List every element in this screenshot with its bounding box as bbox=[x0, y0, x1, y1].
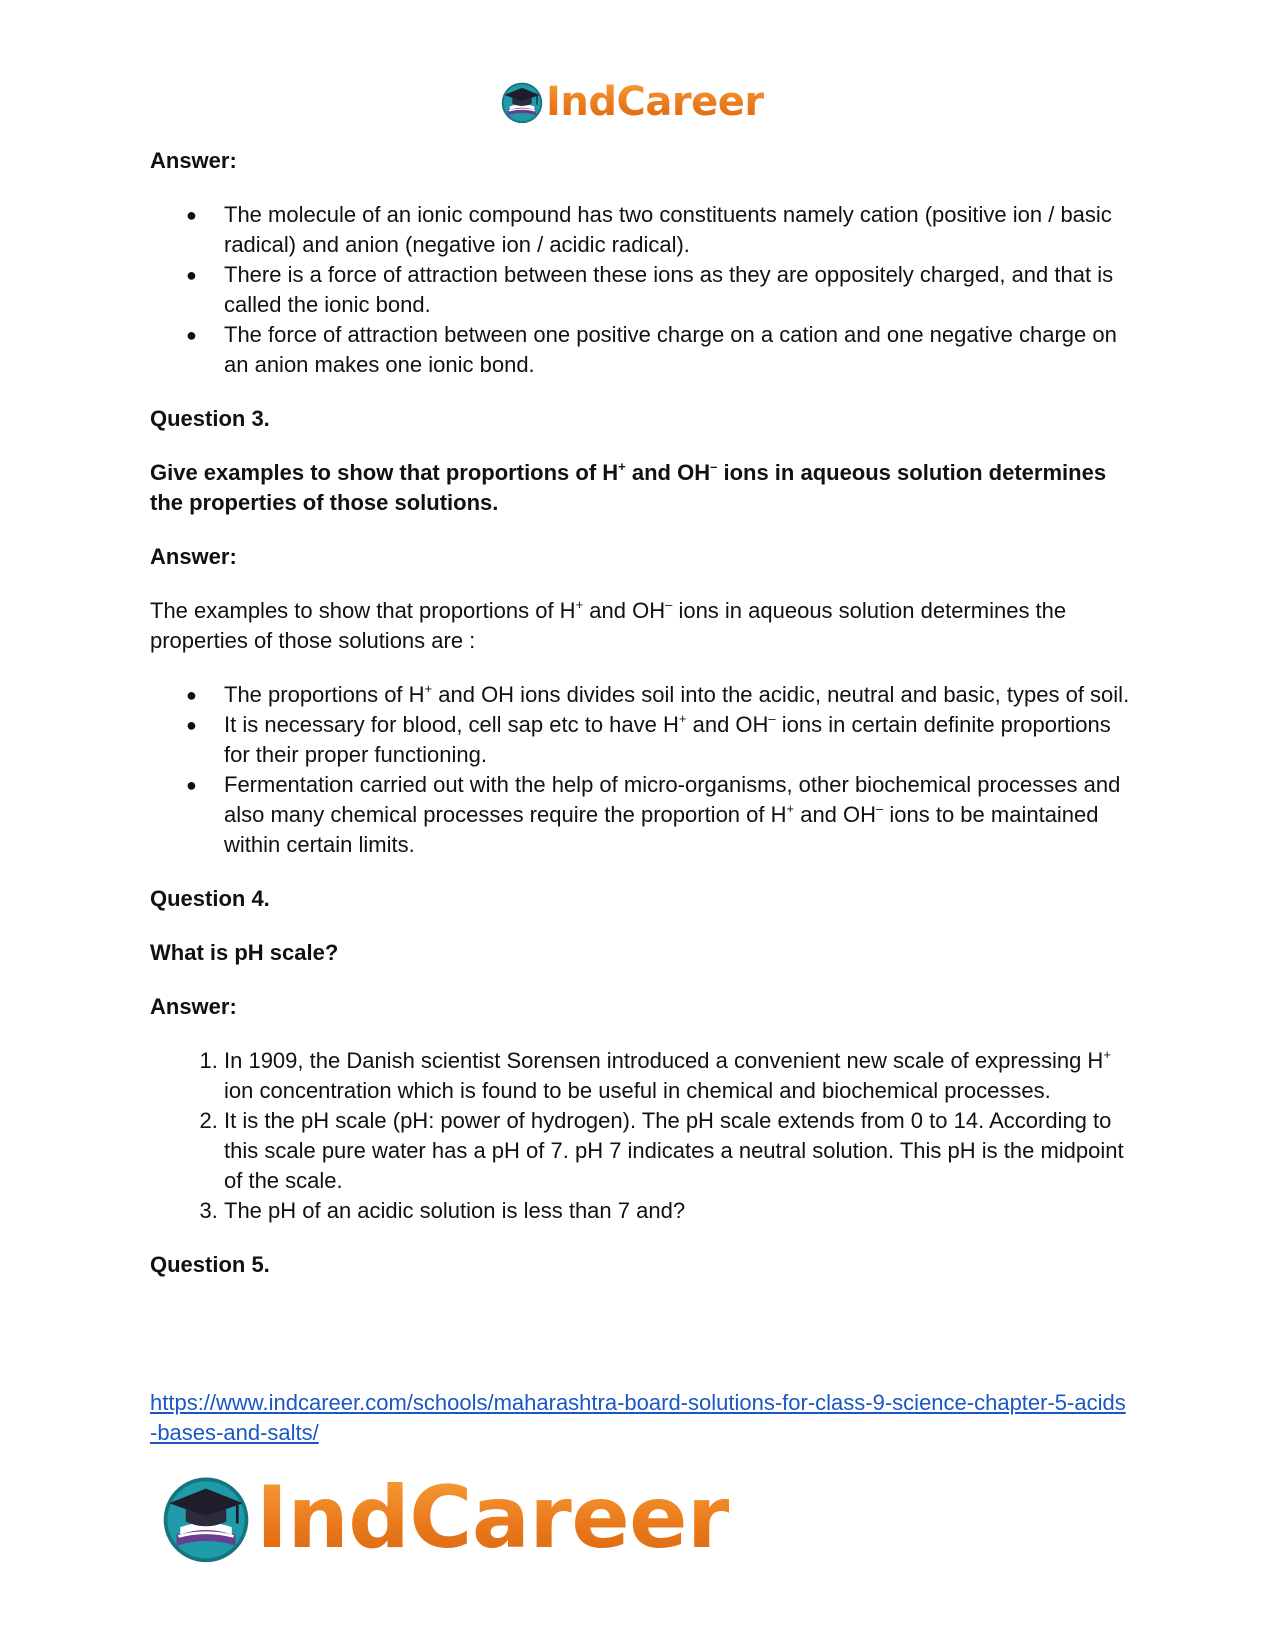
brand-name: IndCareer bbox=[256, 1468, 729, 1568]
answer-label: Answer: bbox=[150, 544, 237, 569]
answer-label: Answer: bbox=[150, 994, 237, 1019]
question-text: What is pH scale? bbox=[150, 940, 339, 965]
brand-name: IndCareer bbox=[546, 79, 764, 125]
answer-bullet-list bbox=[150, 680, 1130, 860]
question-label: Question 4. bbox=[150, 886, 270, 911]
list-item: ● It is necessary for blood, cell sap etc to have H+ and OH– ions in certain definite proportions for their proper functioning. bbox=[224, 710, 1130, 770]
list-item: 1. In 1909, the Danish scientist Sorensen introduced a convenient new scale of expressing H+ ion concentration which is found to be useful in chemical and biochemical processes. bbox=[224, 1046, 1130, 1106]
answer-numbered-list bbox=[150, 1046, 1130, 1226]
question-label: Question 3. bbox=[150, 406, 270, 431]
list-item: 3. The pH of an acidic solution is less than 7 and? bbox=[224, 1196, 1130, 1226]
list-item: ● The molecule of an ionic compound has two constituents namely cation (positive ion / basic radical) and anion (negative ion / acidic radical). bbox=[224, 200, 1130, 260]
document-body bbox=[150, 146, 1130, 1280]
footer-logo bbox=[160, 1468, 729, 1568]
question-text: Give examples to show that proportions of H+ and OH– ions in aqueous solution determines the properties of those solutions. bbox=[150, 459, 1107, 515]
source-url-link[interactable]: https://www.indcareer.com/schools/maharashtra-board-solutions-for-class-9-science-chapter-5-acids-bases-and-salts/ bbox=[150, 1390, 1126, 1445]
answer-label: Answer: bbox=[150, 148, 237, 173]
header-logo bbox=[500, 78, 764, 126]
list-item: 2. It is the pH scale (pH: power of hydrogen). The pH scale extends from 0 to 14. According to this scale pure water has a pH of 7. pH 7 indicates a neutral solution. This pH is the midpoint of the scale. bbox=[224, 1106, 1130, 1196]
list-item: ● There is a force of attraction between these ions as they are oppositely charged, and that is called the ionic bond. bbox=[224, 260, 1130, 320]
graduation-cap-book-icon bbox=[160, 1472, 252, 1564]
answer-intro: The examples to show that proportions of H+ and OH– ions in aqueous solution determines the properties of those solutions are : bbox=[150, 597, 1067, 653]
list-item: ● The force of attraction between one positive charge on a cation and one negative charge on an anion makes one ionic bond. bbox=[224, 320, 1130, 380]
answer-bullet-list bbox=[150, 200, 1130, 380]
list-item: ● Fermentation carried out with the help of micro-organisms, other biochemical processes and also many chemical processes require the proportion of H+ and OH– ions to be maintained within certain limits. bbox=[224, 770, 1130, 860]
list-item: ● The proportions of H+ and OH ions divides soil into the acidic, neutral and basic, types of soil. bbox=[224, 680, 1130, 710]
graduation-cap-book-icon bbox=[500, 80, 544, 124]
question-label: Question 5. bbox=[150, 1252, 270, 1277]
